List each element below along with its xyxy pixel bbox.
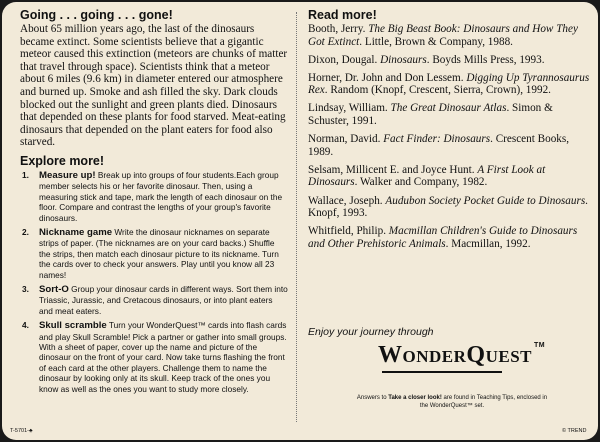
activity-item xyxy=(20,284,288,316)
logo-underline xyxy=(382,371,502,373)
activity-title: Skull scramble xyxy=(39,320,107,332)
copyright-mark: © TREND xyxy=(562,428,587,434)
ref-title: Audubon Society Pocket Guide to Dinosaurs xyxy=(385,194,586,207)
ref-publisher: . Little, Brown & Company, 1988. xyxy=(359,35,513,48)
activity-number: 1. xyxy=(22,169,29,180)
ref-title: Dinosaurs xyxy=(380,53,427,66)
reference-entry xyxy=(308,225,590,250)
ref-publisher: . Crescent Books, 1989. xyxy=(308,133,570,158)
ref-publisher: . Macmillan, 1992. xyxy=(445,237,531,250)
activity-text: Write the dinosaur nicknames on separate strips of paper. (The nicknames are on your card backs.) Shuffle the strips, then match each dinosaur picture to its nickname. Turn the cards over to check your answers. Play until you know all 23 names! xyxy=(39,226,279,280)
explore-section xyxy=(20,154,288,394)
reference-entry xyxy=(308,72,590,97)
logo-letters: UEST xyxy=(485,347,532,366)
explore-heading: Explore more! xyxy=(20,153,105,168)
activity-number: 2. xyxy=(22,226,29,237)
reference-entry xyxy=(308,164,590,189)
ref-author: Horner, Dr. John and Don Lessem. xyxy=(308,71,467,84)
ref-publisher: . Random (Knopf, Crescent, Sierra, Crown), 1992. xyxy=(324,84,551,97)
activity-title: Nickname game xyxy=(39,226,113,238)
ref-publisher: . Knopf, 1993. xyxy=(308,194,588,220)
intro-section xyxy=(20,8,288,149)
activity-list xyxy=(20,170,288,394)
answers-note xyxy=(352,394,552,410)
ref-author: Wallace, Joseph. xyxy=(308,194,386,207)
ref-title: Digging Up Tyrannosaurus Rex xyxy=(308,71,590,97)
reference-list xyxy=(308,23,590,250)
ref-title: The Big Beast Book: Dinosaurs and How They Got Extinct xyxy=(308,23,578,48)
logo-letter: W xyxy=(378,342,403,368)
reference-entry xyxy=(308,102,590,127)
wonderquest-logo xyxy=(378,342,545,369)
ref-author: Dixon, Dougal. xyxy=(308,53,381,66)
product-code: T-5701-♣ xyxy=(10,428,33,434)
ref-author: Lindsay, William. xyxy=(308,102,391,115)
logo-letters: ONDER xyxy=(402,347,467,366)
ref-publisher: . Walker and Company, 1982. xyxy=(354,176,488,189)
intro-heading: Going . . . going . . . gone! xyxy=(20,8,173,22)
activity-title: Sort-O xyxy=(39,284,69,295)
activity-item xyxy=(20,320,288,394)
ref-title: A First Look at Dinosaurs xyxy=(308,163,546,189)
ref-title: The Great Dinosaur Atlas xyxy=(390,102,507,115)
activity-number: 3. xyxy=(22,284,29,294)
trademark-mark: TM xyxy=(534,342,546,349)
answers-text: Answers to xyxy=(356,395,389,401)
ref-author: Selsam, Millicent E. and Joyce Hunt. xyxy=(308,163,478,176)
right-column xyxy=(308,8,590,250)
left-column xyxy=(20,8,288,398)
intro-paragraph: About 65 million years ago, the last of the dinosaurs became extinct. Some scientists believe that a gigantic meteor caused this extinction (meteors are chunks of matter that travel through space). Scientists think that a meteor about 6 miles (9.6 km) in diameter entered our atmosphere and burned up. Smoke and ash filled the sky. Dark clouds blocked out the sunlight and green plants died. Dinosaurs that depended on these plants for food starved. Meat-eating dinosaurs that depended on the plant eaters for food also starved. xyxy=(20,23,288,149)
ref-publisher: . Boyds Mills Press, 1993. xyxy=(426,53,545,66)
activity-text: Turn your WonderQuest™ cards into flash cards and play Skull Scramble! Pick a partner or gather into small groups. With a sheet of paper, cover up the name and picture of the dinosaur on the front of your card. Now take turns flashing the front of each card at the other players. Challenge them to name the dinosaur by looking only at its skull. Keep track of the ones you know as well as the ones you want to study more closely. xyxy=(39,320,287,394)
activity-item xyxy=(20,170,288,223)
reference-entry xyxy=(308,195,590,220)
activity-title: Measure up! xyxy=(39,169,96,181)
ref-author: Booth, Jerry. xyxy=(308,23,369,35)
activity-card xyxy=(2,2,598,440)
logo-letter: Q xyxy=(466,342,486,368)
column-divider xyxy=(296,12,297,422)
reference-entry xyxy=(308,133,590,158)
activity-text: Group your dinosaur cards in different ways. Sort them into Triassic, Jurassic, and Cretacous dinosaurs, or into plant eaters and meat eaters. xyxy=(39,284,288,316)
enjoy-tagline: Enjoy your journey through xyxy=(308,326,434,338)
ref-title: Fact Finder: Dinosaurs xyxy=(383,133,491,146)
read-more-heading: Read more! xyxy=(308,8,377,22)
answers-text: are found in Teaching Tips, enclosed in the WonderQuest™ set. xyxy=(419,395,548,409)
answers-bold: Take a closer look! xyxy=(388,395,442,401)
ref-author: Whitfield, Philip. xyxy=(308,225,389,238)
reference-entry xyxy=(308,54,590,67)
ref-title: Macmillan Children's Guide to Dinosaurs and Other Prehistoric Animals xyxy=(308,225,578,250)
activity-text: Break up into groups of four students.Each group member selects his or her favorite dinosaur. Then, using a measuring stick and tape, mark the length of each dinosaur on the floor. Compare and contrast the lengths of your group's favorite dinosaurs. xyxy=(39,169,283,223)
activity-number: 4. xyxy=(22,320,29,331)
reference-entry xyxy=(308,23,590,48)
ref-author: Norman, David. xyxy=(308,133,384,146)
activity-item xyxy=(20,227,288,280)
ref-publisher: . Simon & Schuster, 1991. xyxy=(308,102,553,128)
